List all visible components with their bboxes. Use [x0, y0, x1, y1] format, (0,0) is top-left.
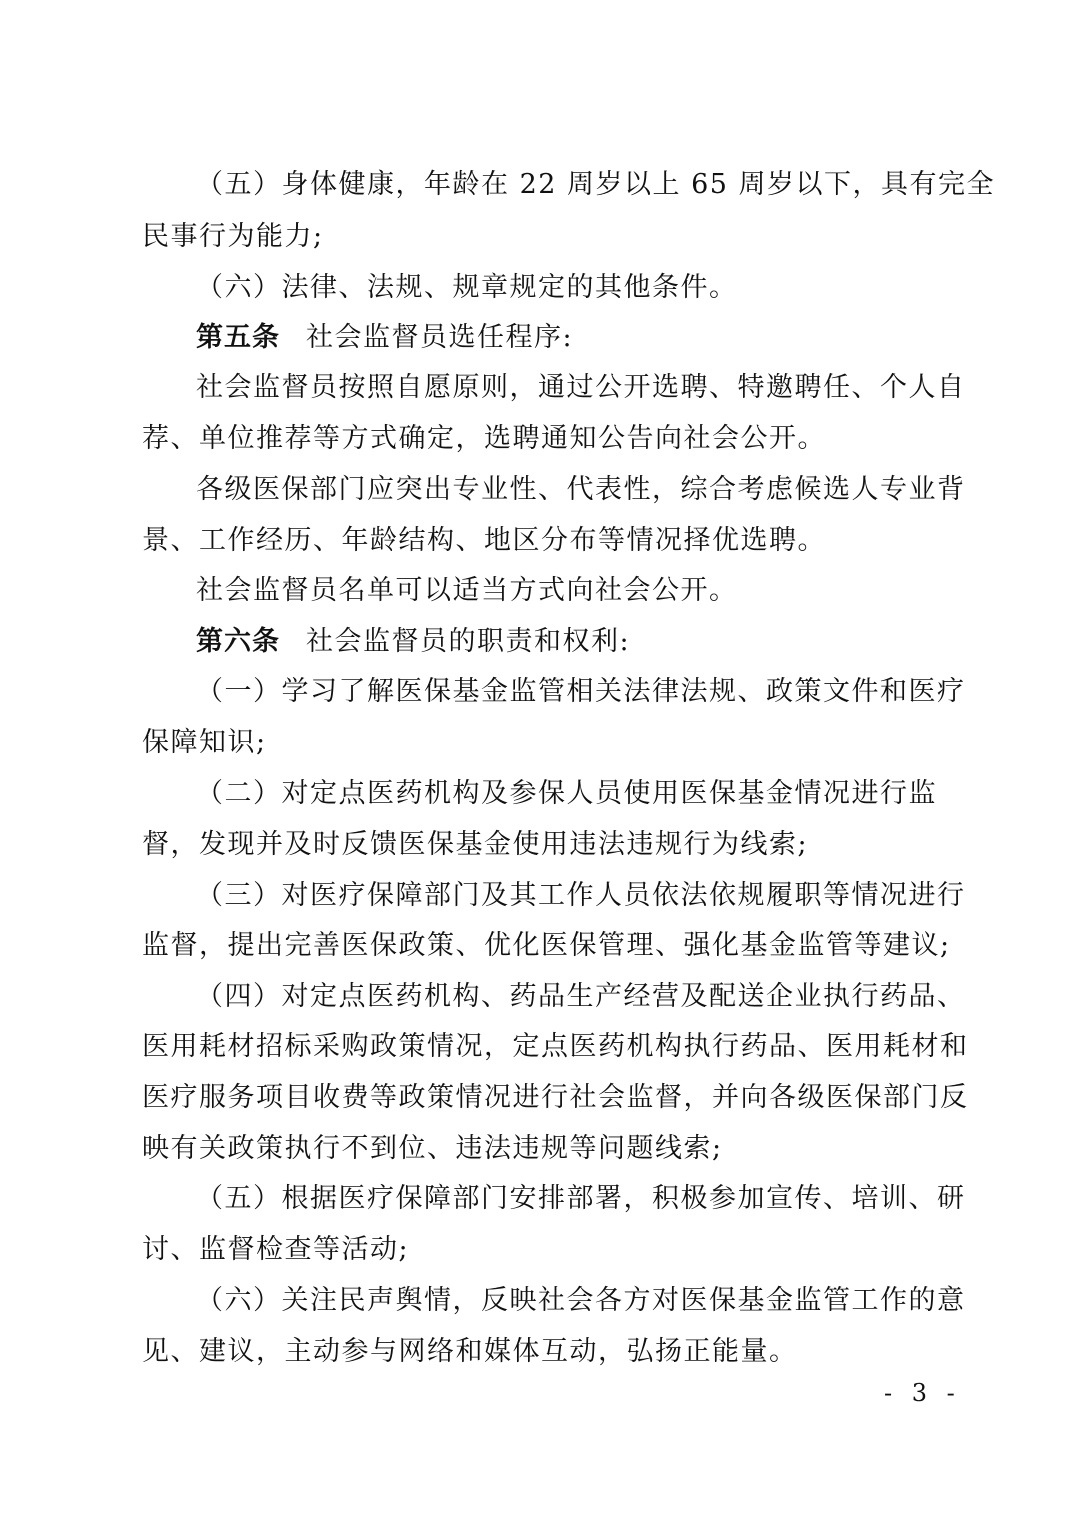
paragraph-line: 医用耗材招标采购政策情况，定点医药机构执行药品、医用耗材和: [142, 1031, 969, 1062]
page-number: - 3 -: [884, 1379, 961, 1407]
paragraph-line: （四）对定点医药机构、药品生产经营及配送企业执行药品、: [196, 981, 966, 1012]
paragraph-line: 医疗服务项目收费等政策情况进行社会监督，并向各级医保部门反: [142, 1082, 969, 1113]
paragraph-line: 各级医保部门应突出专业性、代表性，综合考虑候选人专业背: [196, 474, 966, 505]
article-6-label: 第六条: [196, 626, 280, 657]
article-5-title: 社会监督员选任程序:: [306, 322, 574, 353]
paragraph-line: （六）关注民声舆情，反映社会各方对医保基金监管工作的意: [196, 1285, 966, 1316]
paragraph-line: 民事行为能力;: [142, 221, 324, 252]
article-5-heading: [196, 318, 573, 358]
paragraph-line: 督，发现并及时反馈医保基金使用违法违规行为线索;: [142, 829, 809, 860]
article-5-label: 第五条: [196, 322, 280, 353]
paragraph-line: 景、工作经历、年龄结构、地区分布等情况择优选聘。: [142, 525, 826, 556]
paragraph-line: 社会监督员名单可以适当方式向社会公开。: [196, 575, 738, 606]
paragraph-line: 社会监督员按照自愿原则，通过公开选聘、特邀聘任、个人自: [196, 372, 966, 403]
paragraph-line: （二）对定点医药机构及参保人员使用医保基金情况进行监: [196, 778, 937, 809]
paragraph-line: 保障知识;: [142, 727, 267, 758]
paragraph-line: 见、建议，主动参与网络和媒体互动，弘扬正能量。: [142, 1336, 798, 1367]
paragraph-line: （五）根据医疗保障部门安排部署，积极参加宣传、培训、研: [196, 1183, 966, 1214]
paragraph-line: （三）对医疗保障部门及其工作人员依法依规履职等情况进行: [196, 880, 966, 911]
article-6-title: 社会监督员的职责和权利:: [306, 626, 631, 657]
paragraph-line: 讨、监督检查等活动;: [142, 1234, 410, 1265]
paragraph-line: 映有关政策执行不到位、违法违规等问题线索;: [142, 1133, 723, 1164]
paragraph-line: （六）法律、法规、规章规定的其他条件。: [196, 272, 738, 303]
article-6-heading: [196, 622, 630, 662]
paragraph-line: 监督，提出完善医保政策、优化医保管理、强化基金监管等建议;: [142, 930, 951, 961]
paragraph-line: （五）身体健康，年龄在 22 周岁以上 65 周岁以下，具有完全: [196, 169, 996, 200]
paragraph-line: （一）学习了解医保基金监管相关法律法规、政策文件和医疗: [196, 676, 966, 707]
paragraph-line: 荐、单位推荐等方式确定，选聘通知公告向社会公开。: [142, 423, 826, 454]
